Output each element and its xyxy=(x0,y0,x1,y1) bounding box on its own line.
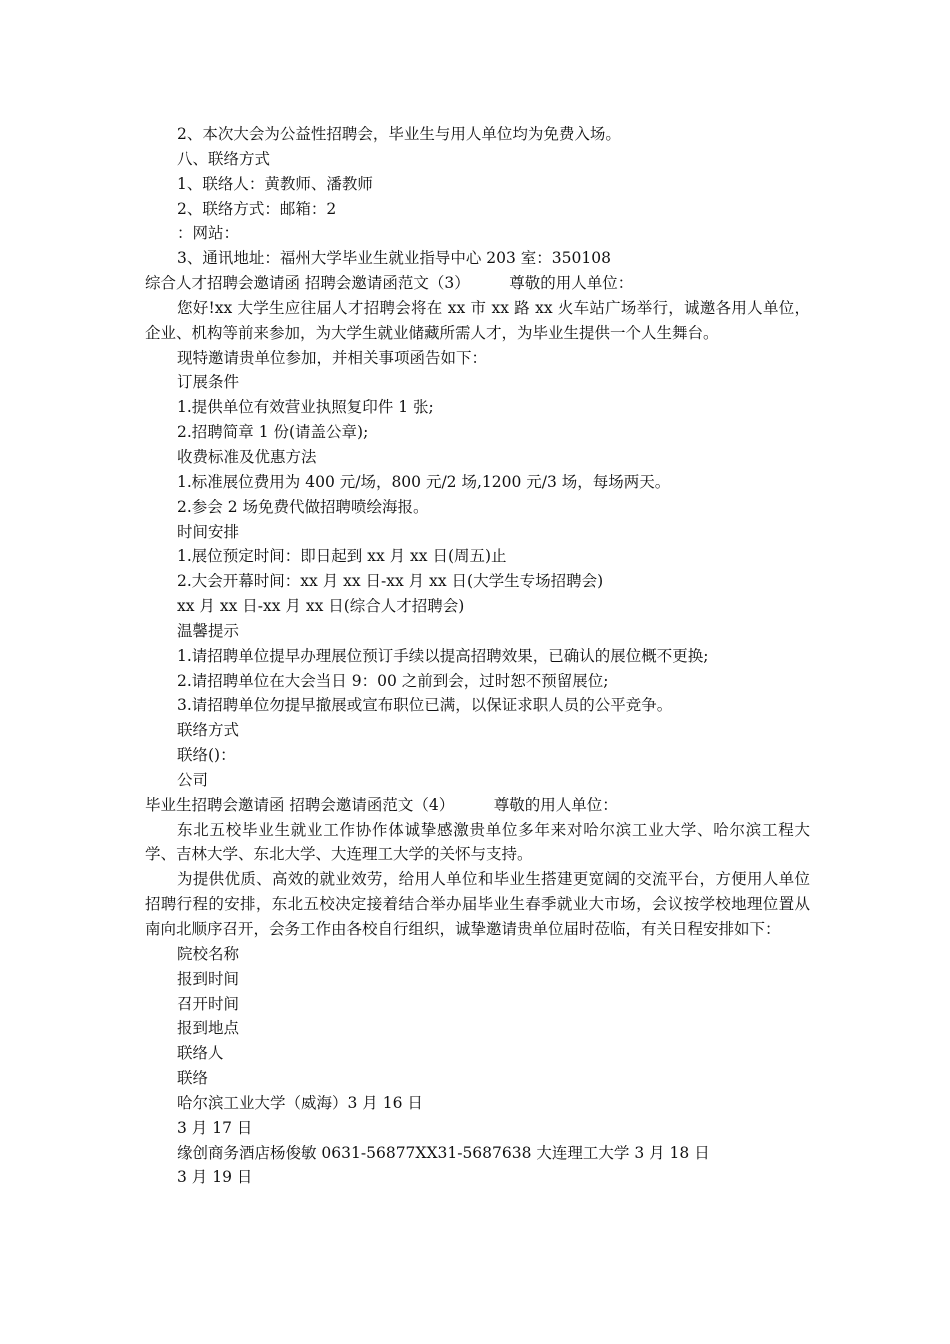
section-heading: 八、联络方式 xyxy=(177,149,271,168)
text-line: 联络 xyxy=(177,1069,209,1088)
text-line: 召开时间 xyxy=(177,994,240,1013)
text-line: 1.标准展位费用为 400 元/场，800 元/2 场,1200 元/3 场，每场两天。 xyxy=(177,472,671,491)
text-line: 1.请招聘单位提早办理展位预订手续以提高招聘效果，已确认的展位概不更换; xyxy=(177,646,709,665)
text-line: 哈尔滨工业大学（威海）3 月 16 日 xyxy=(177,1093,423,1112)
text-line: 2.招聘简章 1 份(请盖公章); xyxy=(177,423,369,442)
section-heading: 联络方式 xyxy=(177,721,240,740)
text-line: 1.提供单位有效营业执照复印件 1 张; xyxy=(177,398,434,417)
text-line: 3、通讯地址：福州大学毕业生就业指导中心 203 室：350108 xyxy=(177,249,611,268)
text-line: 1.展位预定时间：即日起到 xx 月 xx 日(周五)止 xyxy=(177,547,507,566)
text-line: 3 月 17 日 xyxy=(177,1118,253,1137)
text-line: 报到时间 xyxy=(177,969,240,988)
article-title: 毕业生招聘会邀请函 招聘会邀请函范文（4） 尊敬的用人单位： xyxy=(145,795,618,814)
text-line: 缘创商务酒店杨俊敏 0631-56877XX31-5687638 大连理工大学 3 月 18 日 xyxy=(177,1143,710,1162)
text-line: 2.参会 2 场免费代做招聘喷绘海报。 xyxy=(177,497,429,516)
text-line: 公司 xyxy=(177,770,209,789)
paragraph: 为提供优质、高效的就业效劳，给用人单位和毕业生搭建更宽阔的交流平台，方便用人单位招聘行程的安排，东北五校决定接着结合举办届毕业生春季就业大市场，会议按学校地理位置从南向北顺序召开，会务工作由各校自行组织，诚挚邀请贵单位届时莅临，有关日程安排如下： xyxy=(145,870,810,938)
text-line: 2、本次大会为公益性招聘会，毕业生与用人单位均为免费入场。 xyxy=(177,125,621,143)
text-line: 联络人 xyxy=(177,1044,224,1063)
section-heading: 温馨提示 xyxy=(177,621,240,640)
text-line: 3 月 19 日 xyxy=(177,1168,253,1187)
text-line: 2.大会开幕时间：xx 月 xx 日-xx 月 xx 日(大学生专场招聘会) xyxy=(177,572,604,591)
document-body xyxy=(145,122,810,1190)
text-line: 院校名称 xyxy=(177,944,240,963)
article-title: 综合人才招聘会邀请函 招聘会邀请函范文（3） 尊敬的用人单位： xyxy=(145,274,634,293)
text-line: 报到地点 xyxy=(177,1019,240,1038)
paragraph: 您好!xx 大学生应往届人才招聘会将在 xx 市 xx 路 xx 火车站广场举行，诚邀各用人单位，企业、机构等前来参加，为大学生就业储藏所需人才，为毕业生提供一个人生舞台。 xyxy=(145,298,810,342)
section-heading: 时间安排 xyxy=(177,522,240,541)
section-heading: 收费标准及优惠方法 xyxy=(177,447,317,466)
text-line: 2、联络方式：邮箱：2 xyxy=(177,199,337,218)
text-line: 1、联络人：黄教师、潘教师 xyxy=(177,174,373,193)
paragraph: 东北五校毕业生就业工作协作体诚挚感激贵单位多年来对哈尔滨工业大学、哈尔滨工程大学、吉林大学、东北大学、大连理工大学的关怀与支持。 xyxy=(145,820,810,864)
text-line: 现特邀请贵单位参加，并相关事项函告如下： xyxy=(177,348,488,367)
text-line: xx 月 xx 日-xx 月 xx 日(综合人才招聘会) xyxy=(177,597,465,616)
text-line: 联络()： xyxy=(177,746,236,765)
section-heading: 订展条件 xyxy=(177,373,240,392)
text-line: 2.请招聘单位在大会当日 9：00 之前到会，过时恕不预留展位; xyxy=(177,671,609,690)
text-line: 3.请招聘单位勿提早撤展或宣布职位已满，以保证求职人员的公平竞争。 xyxy=(177,696,673,715)
text-line: ：网站： xyxy=(177,224,240,243)
